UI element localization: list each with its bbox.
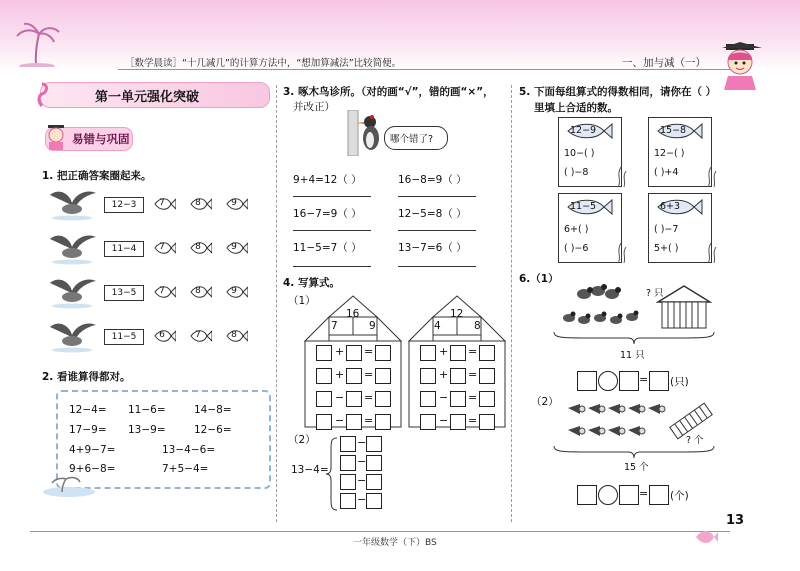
q4-title: 4. 写算式。: [283, 277, 340, 289]
answer-box[interactable]: [375, 368, 391, 384]
seagull-icon: [46, 185, 98, 221]
ducks-group-icon: [554, 282, 644, 330]
answer-box[interactable]: [450, 414, 466, 430]
card-top-expr: 15−8: [660, 125, 687, 136]
section-title: 第一单元强化突破: [95, 90, 200, 105]
q6-unit-1: (只): [670, 376, 689, 388]
answer-box[interactable]: [340, 455, 356, 471]
card-top-expr: 11−5: [570, 201, 597, 212]
answer-box[interactable]: [346, 368, 362, 384]
q2-item: 13−4−6=: [162, 444, 216, 456]
answer-box[interactable]: [346, 414, 362, 430]
operator-circle[interactable]: [598, 371, 618, 391]
span-bracket-icon: [552, 330, 716, 346]
q3-item: 11−5=7（ ）: [293, 242, 362, 254]
q6-unit-2: (个): [670, 490, 689, 502]
seaweed-icon: [706, 165, 718, 187]
answer-box[interactable]: [316, 345, 332, 361]
answer-box[interactable]: [450, 345, 466, 361]
fish-option-number: 9: [231, 286, 237, 296]
fish-option-number: 8: [195, 286, 201, 296]
student-icon: [44, 123, 68, 151]
card-bot-expr: ( )+4: [654, 167, 679, 178]
seaweed-icon: [616, 165, 628, 187]
q1-title: 1. 把正确答案圈起来。: [42, 170, 152, 182]
seaweed-icon: [706, 241, 718, 263]
answer-box[interactable]: [366, 455, 382, 471]
card-mid-expr: 12−( ): [654, 148, 685, 159]
fish-option-number: 9: [231, 242, 237, 252]
answer-box[interactable]: [420, 368, 436, 384]
minus-sign: −: [357, 455, 367, 468]
equals-sign: =: [639, 373, 649, 386]
operator-sign: −: [439, 414, 449, 427]
q3-item: 9+4=12（ ）: [293, 174, 362, 186]
equals-sign: =: [468, 345, 478, 358]
q3-item: 12−5=8（ ）: [398, 208, 467, 220]
q2-item: 12−4=: [69, 404, 107, 416]
cartoon-girl-icon: [718, 40, 766, 92]
answer-box[interactable]: [619, 485, 639, 505]
q4-part2-expr: 13−4=: [291, 464, 329, 476]
answer-box[interactable]: [316, 368, 332, 384]
card-mid-expr: 6+( ): [564, 224, 589, 235]
fish-option-number: 7: [159, 198, 165, 208]
fish-option-number: 7: [159, 286, 165, 296]
answer-box[interactable]: [366, 493, 382, 509]
span-bracket-icon: [552, 444, 716, 460]
q2-item: 7+5−4=: [162, 463, 209, 475]
fish-option-number: 6: [159, 330, 165, 340]
answer-box[interactable]: [450, 368, 466, 384]
q4-part2-label: （2）: [288, 434, 316, 446]
q2-item: 12−6=: [194, 424, 232, 436]
answer-line[interactable]: [293, 196, 371, 197]
answer-box[interactable]: [619, 371, 639, 391]
answer-box[interactable]: [649, 371, 669, 391]
answer-box[interactable]: [420, 414, 436, 430]
footer-rule: [30, 531, 730, 532]
operator-sign: −: [439, 391, 449, 404]
minus-sign: −: [357, 436, 367, 449]
answer-box[interactable]: [375, 391, 391, 407]
answer-box[interactable]: [420, 345, 436, 361]
card-bot-expr: ( )−8: [564, 167, 589, 178]
house1-right: 9: [369, 320, 376, 332]
answer-box[interactable]: [316, 414, 332, 430]
equals-sign: =: [364, 391, 374, 404]
bubble-text: 哪个错了?: [390, 134, 434, 145]
fish-option-number: 9: [231, 198, 237, 208]
fish-option-number: 8: [231, 330, 237, 340]
shuttlecocks-icon: [566, 402, 666, 442]
operator-sign: +: [439, 368, 449, 381]
q5-title: 5. 下面每组算式的得数相同，请你在（ ）: [519, 86, 717, 98]
equals-sign: =: [639, 487, 649, 500]
q6-total-2: 15 个: [624, 462, 649, 473]
fish-option-number: 8: [195, 242, 201, 252]
q2-item: 9+6−8=: [69, 463, 116, 475]
answer-line[interactable]: [398, 196, 476, 197]
answer-box[interactable]: [366, 474, 382, 490]
expression-box: 12−3: [104, 197, 144, 213]
equals-sign: =: [364, 368, 374, 381]
fish-option-number: 7: [195, 330, 201, 340]
palm-tree-icon: [12, 22, 62, 67]
brace-icon: [325, 436, 339, 512]
expression-box: 11−5: [104, 329, 144, 345]
q6-unknown-1: ? 只: [646, 288, 664, 299]
answer-box[interactable]: [340, 474, 356, 490]
answer-box[interactable]: [450, 391, 466, 407]
answer-line[interactable]: [293, 230, 371, 231]
card-mid-expr: 10−( ): [564, 148, 595, 159]
operator-circle[interactable]: [598, 485, 618, 505]
answer-box[interactable]: [649, 485, 669, 505]
unit-title: 一、加与减（一）: [622, 57, 706, 69]
operator-sign: +: [335, 368, 345, 381]
answer-box[interactable]: [577, 485, 597, 505]
minus-sign: −: [357, 474, 367, 487]
card-mid-expr: ( )−7: [654, 224, 679, 235]
q3-item: 16−8=9（ ）: [398, 174, 467, 186]
expression-box: 11−4: [104, 241, 144, 257]
card-top-expr: 12−9: [570, 125, 597, 136]
answer-box[interactable]: [479, 345, 495, 361]
seagull-icon: [46, 229, 98, 265]
q6-unknown-2: ? 个: [686, 435, 704, 446]
expression-box: 13−5: [104, 285, 144, 301]
header-tip: ［数学晨读］“十几减几”的计算方法中，“想加算减法”比较简便。: [125, 58, 402, 69]
card-bot-expr: ( )−6: [564, 243, 589, 254]
q3-title: 3. 啄木鸟诊所。（对的画“√”，错的画“×”，: [283, 86, 494, 98]
equals-sign: =: [468, 414, 478, 427]
card-top-expr: 6+3: [660, 201, 681, 212]
answer-box[interactable]: [420, 391, 436, 407]
answer-box[interactable]: [340, 493, 356, 509]
answer-box[interactable]: [346, 391, 362, 407]
footer-book-title: 一年级数学（下）BS: [353, 538, 437, 548]
answer-box[interactable]: [479, 391, 495, 407]
minus-sign: −: [357, 493, 367, 506]
column-divider-2: [511, 85, 512, 522]
answer-line[interactable]: [293, 266, 371, 267]
subsection-title: 易错与巩固: [72, 132, 130, 146]
house2-right: 8: [474, 320, 481, 332]
answer-box[interactable]: [366, 436, 382, 452]
q5-title-cont: 里填上合适的数。: [534, 102, 618, 114]
seagull-icon: [46, 273, 98, 309]
page-number: 13: [726, 513, 745, 528]
answer-box[interactable]: [479, 368, 495, 384]
q2-item: 14−8=: [194, 404, 232, 416]
q2-item: 13−9=: [128, 424, 166, 436]
answer-box[interactable]: [316, 391, 332, 407]
q3-item: 16−7=9（ ）: [293, 208, 362, 220]
card-bot-expr: 5+( ): [654, 243, 679, 254]
answer-box[interactable]: [479, 414, 495, 430]
q2-item: 17−9=: [69, 424, 107, 436]
answer-box[interactable]: [577, 371, 597, 391]
answer-line[interactable]: [398, 266, 476, 267]
q4-part1-label: （1）: [288, 295, 316, 307]
barn-icon: [656, 284, 712, 330]
answer-box[interactable]: [375, 345, 391, 361]
answer-line[interactable]: [398, 230, 476, 231]
answer-box[interactable]: [375, 414, 391, 430]
equals-sign: =: [364, 414, 374, 427]
column-divider-1: [276, 85, 277, 522]
seagull-icon: [46, 317, 98, 353]
fish-option-number: 8: [195, 198, 201, 208]
equals-sign: =: [468, 368, 478, 381]
equals-sign: =: [364, 345, 374, 358]
house1-left: 7: [331, 320, 338, 332]
operator-sign: +: [335, 345, 345, 358]
q3-title-cont: 并改正）: [293, 101, 335, 113]
q2-item: 11−6=: [128, 404, 166, 416]
operator-sign: −: [335, 414, 345, 427]
equals-sign: =: [468, 391, 478, 404]
q6-title: 6.（1）: [519, 273, 559, 285]
seahorse-icon: [34, 82, 50, 108]
q6-total-1: 11 只: [620, 350, 645, 361]
q2-title: 2. 看谁算得都对。: [42, 371, 131, 383]
answer-box[interactable]: [346, 345, 362, 361]
operator-sign: −: [335, 391, 345, 404]
operator-sign: +: [439, 345, 449, 358]
fish-option-number: 7: [159, 242, 165, 252]
woodpecker-icon: [346, 110, 386, 156]
house1-top: 16: [346, 308, 360, 320]
q2-item: 4+9−7=: [69, 444, 116, 456]
q3-item: 13−7=6（ ）: [398, 242, 467, 254]
island-decoration-icon: [42, 476, 96, 498]
q6-part2-label: （2）: [531, 396, 559, 408]
answer-box[interactable]: [340, 436, 356, 452]
house2-left: 4: [434, 320, 441, 332]
seaweed-icon: [616, 241, 628, 263]
fish-decoration-icon: [694, 528, 718, 546]
house2-top: 12: [450, 308, 464, 320]
